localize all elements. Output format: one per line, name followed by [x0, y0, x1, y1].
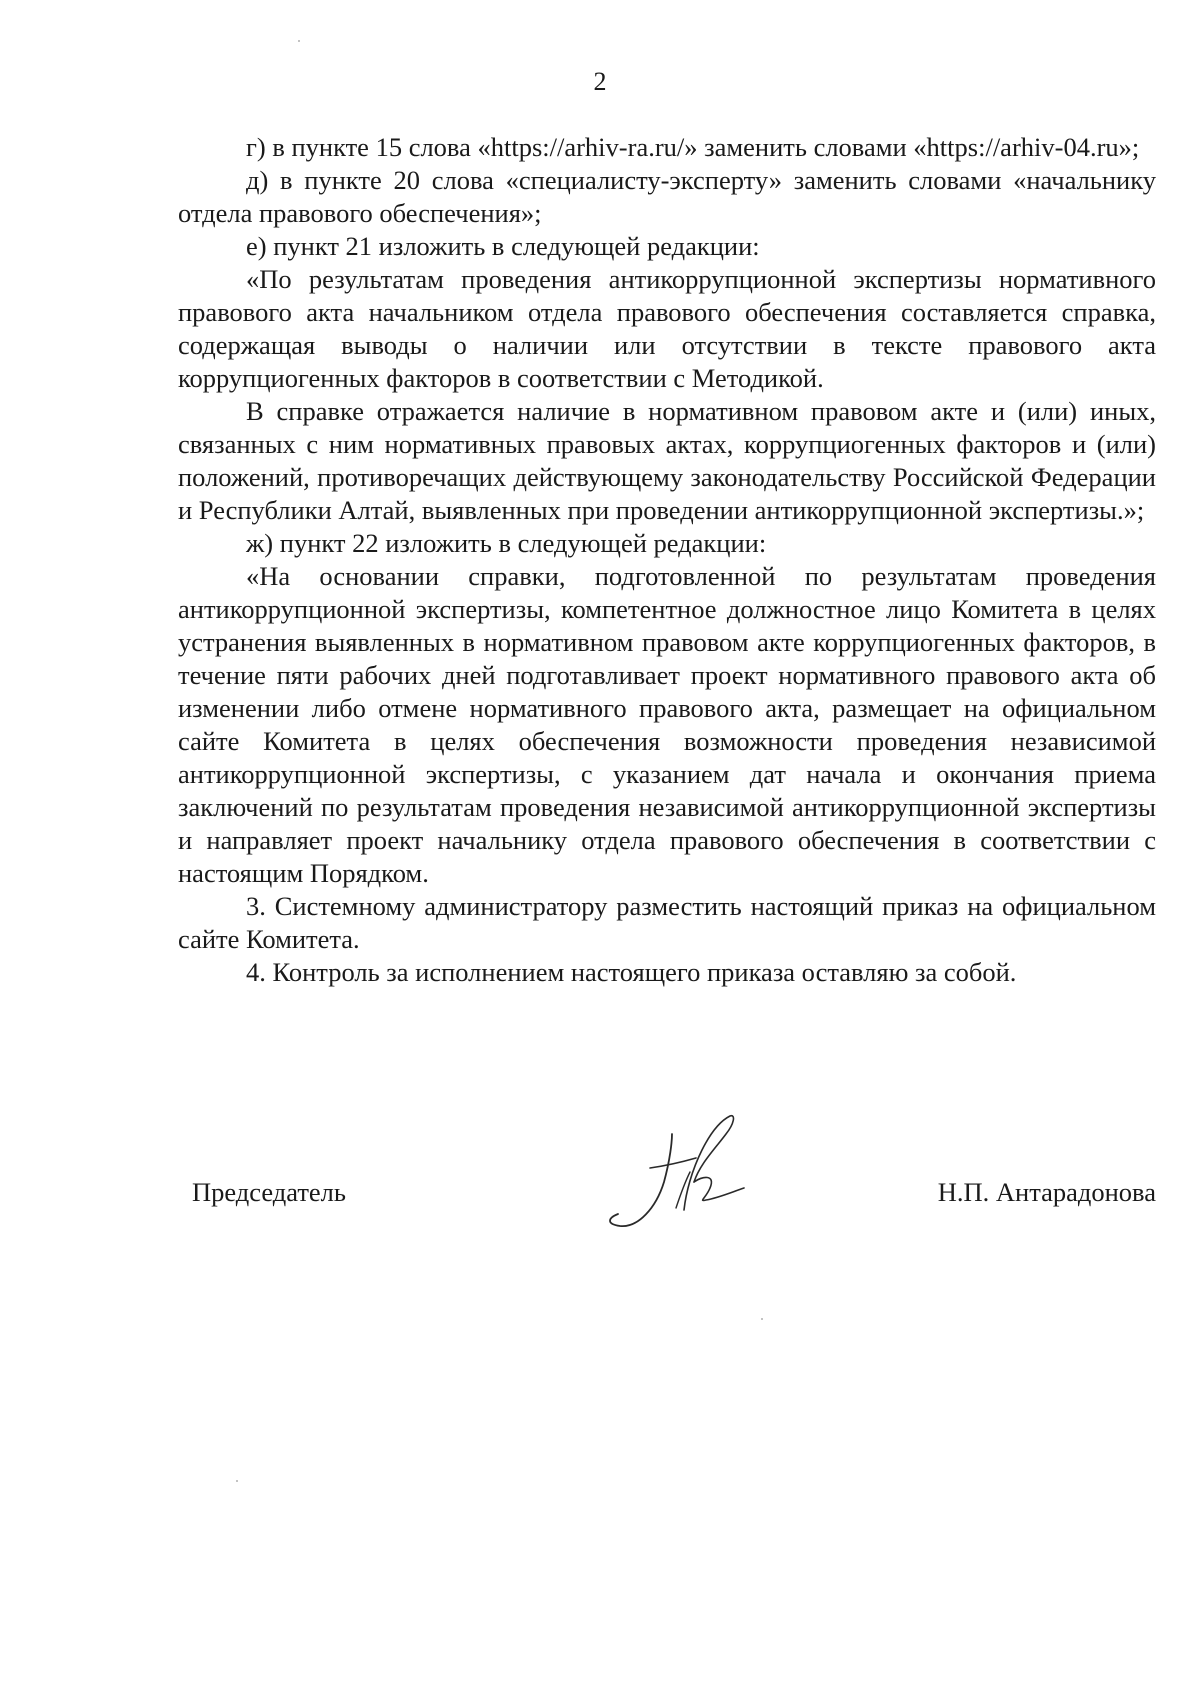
scan-speck — [236, 1480, 238, 1482]
document-body — [178, 131, 1156, 989]
handwritten-signature — [598, 1112, 758, 1242]
page-number: 2 — [593, 67, 607, 96]
paragraph-item-zh: ж) пункт 22 изложить в следующей редакции: — [246, 528, 767, 558]
scan-speck — [761, 1318, 763, 1320]
signatory-title: Председатель — [192, 1177, 346, 1207]
paragraph-item-g: г) в пункте 15 слова «https://arhiv-ra.ru/» заменить словами «https://arhiv-04.ru»; — [246, 132, 1140, 162]
paragraph-clause-4: 4. Контроль за исполнением настоящего приказа оставляю за собой. — [246, 957, 1017, 987]
paragraph-point-22-text: «На основании справки, подготовленной по результатам проведения антикоррупционной экспертизы, компетентное должностное лицо Комитета в целях устранения выявленных в нормативном правовом акте коррупциогенных факторов, в течение пяти рабочих дней подготавливает проект нормативного правового акта об изменении либо отмене нормативного правового акта, размещает на официальном сайте Комитета в целях обеспечения возможности проведения независимой антикоррупционной экспертизы, с указанием дат начала и окончания приема заключений по результатам проведения независимой антикоррупционной экспертизы и направляет проект начальнику отдела правового обеспечения в соответствии с настоящим Порядком. — [178, 561, 1156, 888]
paragraph-clause-3: 3. Системному администратору разместить настоящий приказ на официальном сайте Комитета. — [178, 891, 1156, 954]
signature-block — [178, 1168, 1156, 1228]
paragraph-item-e: е) пункт 21 изложить в следующей редакции: — [246, 231, 760, 261]
signatory-name: Н.П. Антарадонова — [937, 1177, 1156, 1207]
paragraph-point-21-reference: В справке отражается наличие в нормативном правовом акте и (или) иных, связанных с ним нормативных правовых актах, коррупциогенных факторов и (или) положений, противоречащих действующему законодательству Российской Федерации и Республики Алтай, выявленных при проведении антикоррупционной экспертизы.»; — [178, 396, 1156, 525]
paragraph-item-d: д) в пункте 20 слова «специалисту-эксперту» заменить словами «начальнику отдела правового обеспечения»; — [178, 165, 1156, 228]
scan-speck — [298, 40, 300, 42]
paragraph-point-21-text: «По результатам проведения антикоррупционной экспертизы нормативного правового акта начальником отдела правового обеспечения составляется справка, содержащая выводы о наличии или отсутствии в тексте правового акта коррупциогенных факторов в соответствии с Методикой. — [178, 264, 1156, 393]
